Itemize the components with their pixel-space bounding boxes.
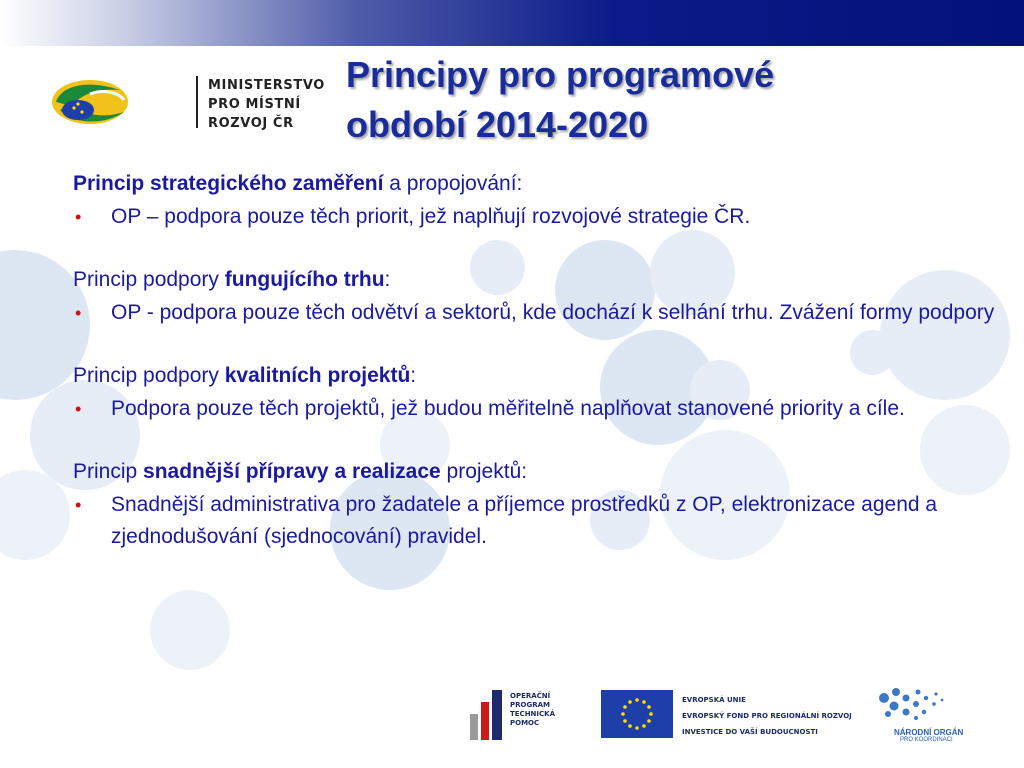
bullet-item: • OP - podpora pouze těch odvětví a sektorů, kde dochází k selhání trhu. Zvážení formy podpory xyxy=(73,297,1003,329)
logo-divider xyxy=(196,76,198,128)
slide-title: Principy pro programové období 2014-2020 xyxy=(346,54,775,145)
op-bars-icon xyxy=(470,690,506,742)
bullet-item: • Podpora pouze těch projektů, jež budou měřitelně naplňovat stanovené priority a cíle. xyxy=(73,393,1003,425)
ministry-logo xyxy=(50,72,325,132)
op-text: OPERAČNÍ PROGRAM TECHNICKÁ POMOC xyxy=(510,692,555,727)
op-tp-logo xyxy=(470,690,570,742)
principle-section xyxy=(73,455,1003,553)
nok-logo: NÁRODNÍ ORGÁN PRO KOORDINACI xyxy=(874,684,964,750)
nok-dots-icon xyxy=(874,684,964,728)
principle-section xyxy=(73,263,1003,329)
bullet-dot-icon: • xyxy=(75,399,82,419)
eu-text: EVROPSKÁ UNIE EVROPSKÝ FOND PRO REGIONÁLNÍ ROZVOJ INVESTICE DO VAŠÍ BUDOUCNOSTI xyxy=(682,696,852,736)
bullet-item: • OP – podpora pouze těch priorit, jež naplňují rozvojové strategie ČR. xyxy=(73,201,1003,233)
principle-heading: Princip snadnější přípravy a realizace projektů: xyxy=(73,460,528,483)
bullet-item: • Snadnější administrativa pro žadatele a příjemce prostředků z OP, elektronizace agend a zjednodušování (sjednocování) pravidel. xyxy=(73,489,1003,553)
principle-heading: Princip podpory fungujícího trhu: xyxy=(73,268,391,291)
principle-heading: Princip strategického zaměření a propojování: xyxy=(73,172,523,195)
ministry-emblem-icon xyxy=(50,72,190,132)
ministry-name: MINISTERSTVO PRO MÍSTNÍ ROZVOJ ČR xyxy=(208,78,325,131)
slide-content xyxy=(73,167,1003,583)
bullet-dot-icon: • xyxy=(75,495,82,515)
bullet-dot-icon: • xyxy=(75,303,82,323)
eu-flag-icon xyxy=(601,690,673,738)
principle-heading: Princip podpory kvalitních projektů: xyxy=(73,364,417,387)
principle-section xyxy=(73,359,1003,425)
principle-section xyxy=(73,167,1003,233)
top-gradient-bar xyxy=(0,0,1024,46)
bullet-dot-icon: • xyxy=(75,207,82,227)
